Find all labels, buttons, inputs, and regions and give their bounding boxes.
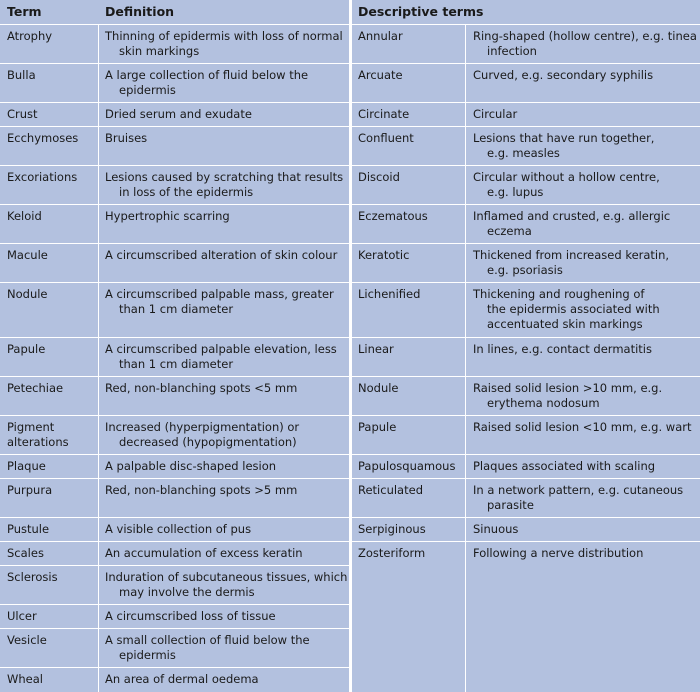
term-text: Scales <box>7 546 44 560</box>
term-cell <box>7 546 44 561</box>
definition-cell <box>473 29 697 59</box>
definition-cell <box>473 209 670 239</box>
row-separator <box>0 667 349 668</box>
term-cell <box>7 570 58 585</box>
term-text: Crust <box>7 107 38 121</box>
term-cell <box>7 420 69 450</box>
definition-text: A circumscribed loss of tissue <box>105 609 276 623</box>
definition-text: Circular without a hollow centre, <box>473 170 660 184</box>
term-text: Reticulated <box>358 483 423 497</box>
row-separator <box>352 102 700 103</box>
term-cell <box>358 287 420 302</box>
definition-text: Plaques associated with scaling <box>473 459 656 473</box>
row-separator <box>352 24 700 25</box>
definition-text: An area of dermal oedema <box>105 672 259 686</box>
term-text: Pustule <box>7 522 50 536</box>
term-cell <box>7 209 42 224</box>
row-separator <box>0 282 349 283</box>
definition-cell <box>105 633 310 663</box>
definition-cell <box>105 459 276 474</box>
row-separator <box>0 376 349 377</box>
definition-text: may involve the dermis <box>119 585 255 599</box>
definition-text: In lines, e.g. contact dermatitis <box>473 342 652 356</box>
definition-text: Sinuous <box>473 522 519 536</box>
definition-text: Thinning of epidermis with loss of normal <box>105 29 343 43</box>
term-cell <box>358 68 403 83</box>
column-separator <box>465 24 466 692</box>
term-cell <box>358 381 399 396</box>
definition-cell <box>105 672 259 687</box>
definition-text: than 1 cm diameter <box>119 357 234 371</box>
row-separator <box>0 541 349 542</box>
row-separator <box>352 541 700 542</box>
term-text: Nodule <box>358 381 399 395</box>
definition-cell <box>473 287 660 332</box>
term-cell <box>358 107 409 122</box>
term-text: Atrophy <box>7 29 53 43</box>
term-cell <box>358 420 396 435</box>
row-separator <box>0 454 349 455</box>
definition-cell <box>105 546 303 561</box>
definition-text: A small collection of fluid below the <box>105 633 310 647</box>
definition-text: Raised solid lesion >10 mm, e.g. <box>473 381 663 395</box>
definition-text: Ring-shaped (hollow centre), e.g. tinea <box>473 29 697 43</box>
definition-cell <box>473 483 683 513</box>
term-text: Eczematous <box>358 209 428 223</box>
term-cell <box>7 633 47 648</box>
term-text: Nodule <box>7 287 48 301</box>
definition-cell <box>105 381 297 396</box>
definition-cell <box>473 107 517 122</box>
term-text: Plaque <box>7 459 46 473</box>
row-separator <box>352 165 700 166</box>
definition-text: erythema nodosum <box>487 396 600 410</box>
definition-text: infection <box>487 44 537 58</box>
term-text: Sclerosis <box>7 570 58 584</box>
definition-text: A circumscribed palpable mass, greater <box>105 287 334 301</box>
definition-text: in loss of the epidermis <box>119 185 254 199</box>
term-text: alterations <box>7 435 69 449</box>
row-separator <box>352 126 700 127</box>
row-separator <box>352 517 700 518</box>
term-cell <box>7 287 48 302</box>
definition-cell <box>105 609 276 624</box>
definition-cell <box>473 68 653 83</box>
definition-text: Increased (hyperpigmentation) or <box>105 420 300 434</box>
row-separator <box>0 565 349 566</box>
definition-cell <box>105 170 343 200</box>
term-text: Linear <box>358 342 394 356</box>
term-cell <box>7 381 63 396</box>
definition-cell <box>473 546 643 561</box>
row-separator <box>0 126 349 127</box>
term-text: Lichenified <box>358 287 421 301</box>
row-separator <box>0 517 349 518</box>
definition-text: A circumscribed alteration of skin colour <box>105 248 338 262</box>
definition-text: accentuated skin markings <box>487 317 643 331</box>
term-text: Papule <box>358 420 397 434</box>
row-separator <box>0 204 349 205</box>
definition-text: Inflamed and crusted, e.g. allergic <box>473 209 671 223</box>
term-text: Zosteriform <box>358 546 426 560</box>
term-text: Ulcer <box>7 609 37 623</box>
definition-text: Red, non-blanching spots >5 mm <box>105 483 298 497</box>
definition-text: eczema <box>487 224 532 238</box>
definition-text: skin markings <box>119 44 200 58</box>
term-cell <box>7 107 38 122</box>
definition-cell <box>105 570 347 600</box>
term-cell <box>7 522 49 537</box>
term-cell <box>7 68 36 83</box>
row-separator <box>352 282 700 283</box>
term-text: Petechiae <box>7 381 64 395</box>
row-separator <box>352 478 700 479</box>
term-cell <box>358 459 455 474</box>
term-text: Excoriations <box>7 170 78 184</box>
header-term: Term <box>7 4 42 19</box>
term-text: Pigment <box>7 420 55 434</box>
definition-text: decreased (hypopigmentation) <box>119 435 297 449</box>
definition-text: Circular <box>473 107 518 121</box>
definition-text: Dried serum and exudate <box>105 107 252 121</box>
definition-cell <box>473 170 660 200</box>
definition-cell <box>105 522 251 537</box>
term-text: Annular <box>358 29 403 43</box>
table-divider <box>349 0 352 692</box>
term-text: Confluent <box>358 131 414 145</box>
term-cell <box>7 609 37 624</box>
definition-cell <box>105 68 308 98</box>
row-separator <box>0 415 349 416</box>
definition-text: A visible collection of pus <box>105 522 252 536</box>
row-separator <box>352 63 700 64</box>
definition-cell <box>473 420 691 435</box>
term-cell <box>7 29 52 44</box>
definition-text: Thickening and roughening of <box>473 287 645 301</box>
term-text: Circinate <box>358 107 410 121</box>
row-separator <box>352 204 700 205</box>
definition-text: epidermis <box>119 648 176 662</box>
row-separator <box>0 628 349 629</box>
definition-text: Following a nerve distribution <box>473 546 644 560</box>
term-text: Macule <box>7 248 48 262</box>
term-text: Serpiginous <box>358 522 426 536</box>
definition-text: Curved, e.g. secondary syphilis <box>473 68 654 82</box>
definition-cell <box>473 522 518 537</box>
definition-text: than 1 cm diameter <box>119 302 234 316</box>
row-separator <box>352 376 700 377</box>
definition-cell <box>105 483 297 498</box>
term-text: Ecchymoses <box>7 131 79 145</box>
term-text: Keloid <box>7 209 42 223</box>
definition-cell <box>105 420 299 450</box>
term-cell <box>7 672 43 687</box>
term-cell <box>358 209 428 224</box>
term-text: Arcuate <box>358 68 403 82</box>
definition-text: A large collection of fluid below the <box>105 68 309 82</box>
definition-cell <box>105 342 337 372</box>
term-cell <box>358 522 426 537</box>
term-cell <box>358 131 414 146</box>
row-separator <box>0 243 349 244</box>
row-separator <box>0 63 349 64</box>
definition-cell <box>105 29 343 59</box>
definition-text: e.g. psoriasis <box>487 263 563 277</box>
definition-text: An accumulation of excess keratin <box>105 546 303 560</box>
definition-text: Bruises <box>105 131 148 145</box>
definition-cell <box>105 107 252 122</box>
term-text: Keratotic <box>358 248 410 262</box>
definition-cell <box>473 342 652 357</box>
definition-cell <box>105 287 334 317</box>
definition-cell <box>105 209 230 224</box>
term-text: Papule <box>7 342 46 356</box>
term-cell <box>358 483 423 498</box>
header-descriptive-terms: Descriptive terms <box>358 4 484 19</box>
term-text: Vesicle <box>7 633 47 647</box>
column-separator <box>98 24 99 692</box>
definition-text: Thickened from increased keratin, <box>473 248 670 262</box>
definition-cell <box>473 381 662 411</box>
definition-text: e.g. measles <box>487 146 560 160</box>
term-cell <box>7 131 78 146</box>
definition-text: Hypertrophic scarring <box>105 209 230 223</box>
definition-text: parasite <box>487 498 534 512</box>
term-cell <box>358 29 403 44</box>
definition-text: Induration of subcutaneous tissues, which <box>105 570 348 584</box>
term-cell <box>7 342 45 357</box>
row-separator <box>0 604 349 605</box>
term-text: Papulosquamous <box>358 459 456 473</box>
row-separator <box>0 337 349 338</box>
row-separator <box>352 415 700 416</box>
definition-text: the epidermis associated with <box>487 302 660 316</box>
row-separator <box>0 478 349 479</box>
definition-text: In a network pattern, e.g. cutaneous <box>473 483 684 497</box>
row-separator <box>0 165 349 166</box>
definition-text: Lesions that have run together, <box>473 131 655 145</box>
term-text: Discoid <box>358 170 400 184</box>
term-text: Bulla <box>7 68 36 82</box>
term-cell <box>358 170 400 185</box>
definition-text: e.g. lupus <box>487 185 544 199</box>
definition-text: A circumscribed palpable elevation, less <box>105 342 337 356</box>
row-separator <box>352 337 700 338</box>
definition-text: epidermis <box>119 83 176 97</box>
term-cell <box>7 459 46 474</box>
term-cell <box>7 248 48 263</box>
term-text: Wheal <box>7 672 43 686</box>
definition-text: Red, non-blanching spots <5 mm <box>105 381 298 395</box>
term-cell <box>7 170 77 185</box>
definition-cell <box>473 248 669 278</box>
definition-cell <box>473 131 654 161</box>
term-cell <box>358 248 409 263</box>
definition-text: Lesions caused by scratching that results <box>105 170 344 184</box>
definition-cell <box>105 248 337 263</box>
definition-text: Raised solid lesion <10 mm, e.g. wart <box>473 420 692 434</box>
definition-text: A palpable disc-shaped lesion <box>105 459 277 473</box>
definition-cell <box>473 459 655 474</box>
row-separator <box>352 454 700 455</box>
term-cell <box>358 342 394 357</box>
row-separator <box>0 102 349 103</box>
term-cell <box>7 483 52 498</box>
header-definition: Definition <box>105 4 175 19</box>
term-text: Purpura <box>7 483 53 497</box>
term-cell <box>358 546 425 561</box>
definition-cell <box>105 131 147 146</box>
row-separator <box>352 243 700 244</box>
row-separator <box>0 24 349 25</box>
